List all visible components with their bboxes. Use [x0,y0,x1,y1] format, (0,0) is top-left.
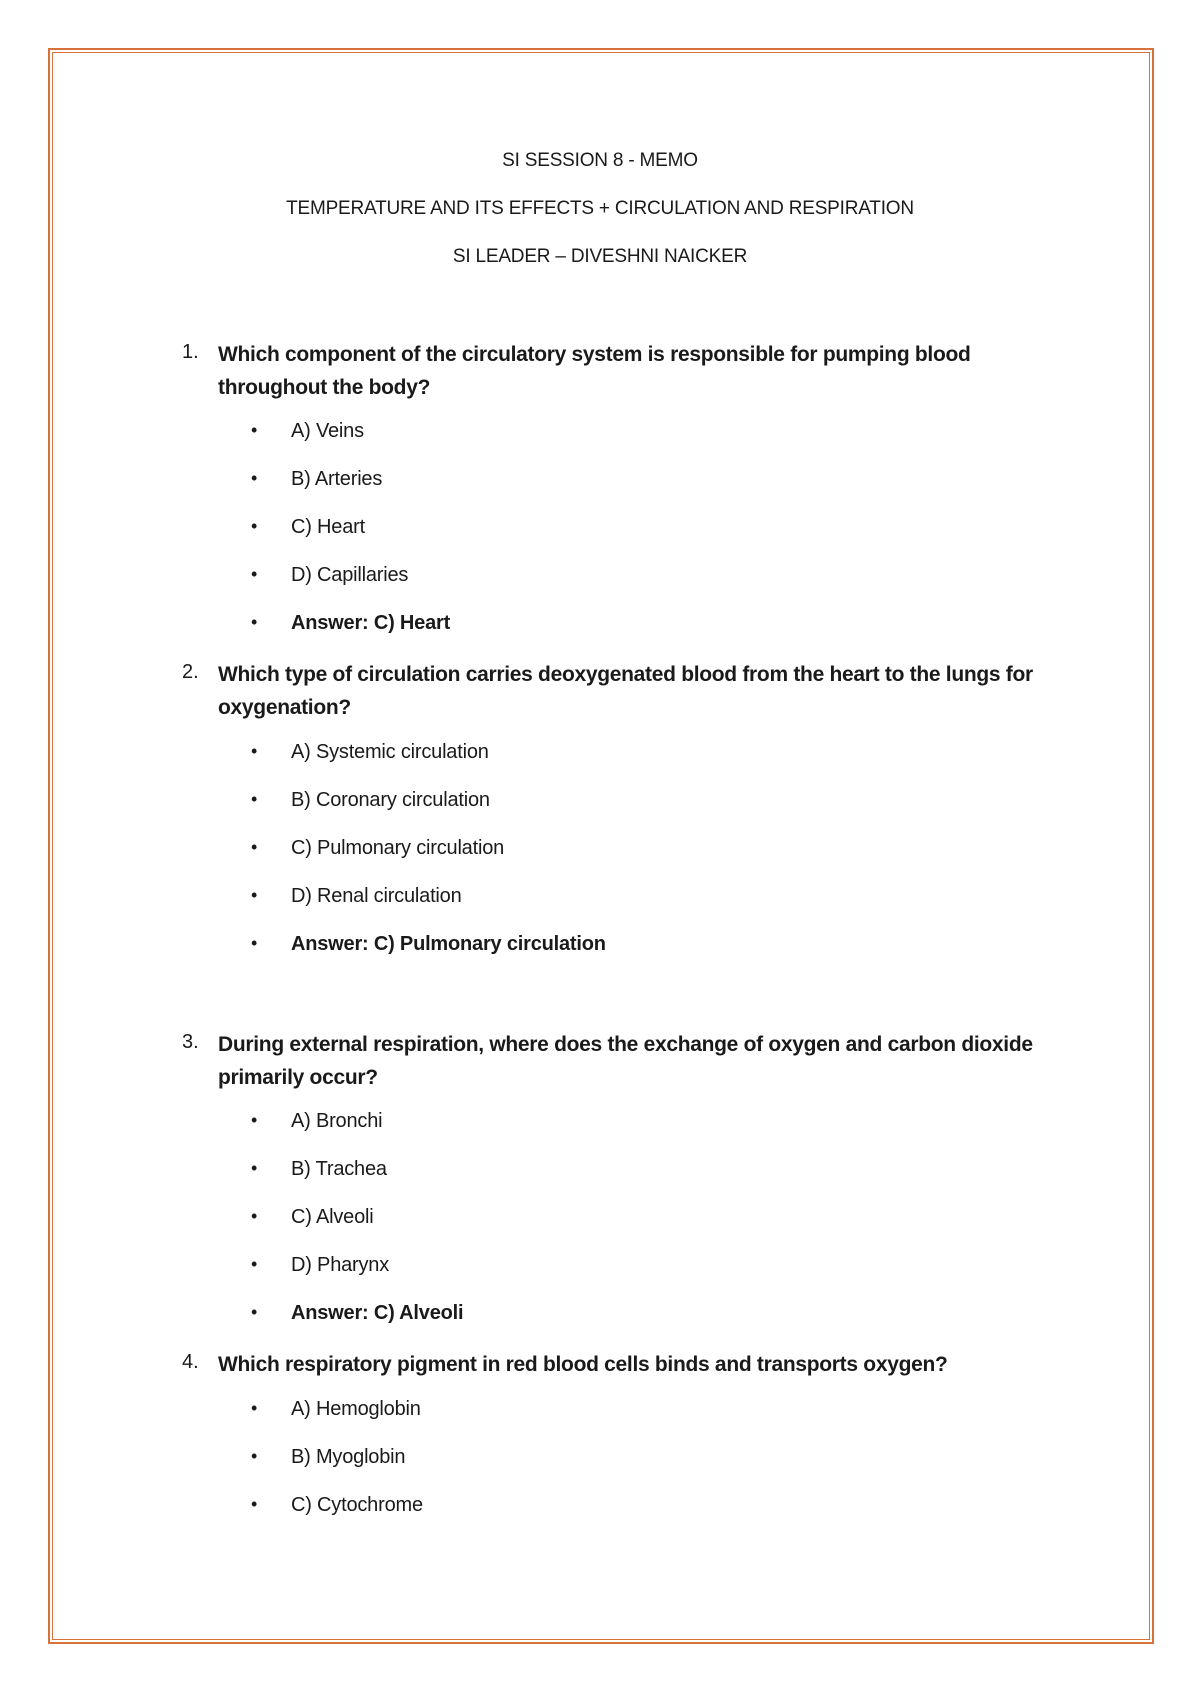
option-item [0,420,1200,450]
bullet-icon: • [251,837,258,857]
question-text: Which type of circulation carries deoxygenated blood from the heart to the lungs for oxygenation? [218,663,1033,719]
answer-item [0,1302,1200,1332]
bullet-icon: • [251,1446,258,1466]
option-item [0,516,1200,546]
option-text: C) Alveoli [291,1206,374,1228]
bullet-icon: • [251,885,258,905]
option-text: B) Arteries [291,468,383,490]
option-text: A) Hemoglobin [291,1398,421,1420]
question-text: Which respiratory pigment in red blood cells binds and transports oxygen? [218,1353,948,1376]
option-text: D) Pharynx [291,1254,390,1276]
option-item [0,789,1200,819]
document-author: SI LEADER – DIVESHNI NAICKER [452,246,748,267]
question-text: Which component of the circulatory system is responsible for pumping blood throughout the body? [218,343,971,399]
question-number: 2. [182,661,199,683]
option-item [0,564,1200,594]
option-item [0,1206,1200,1236]
option-text: B) Trachea [291,1158,387,1180]
bullet-icon: • [251,789,258,809]
bullet-icon: • [251,1158,258,1178]
option-text: C) Pulmonary circulation [291,837,505,859]
option-text: A) Systemic circulation [291,741,489,763]
question-number: 3. [182,1031,199,1053]
option-text: C) Cytochrome [291,1494,423,1516]
option-item [0,1494,1200,1524]
bullet-icon: • [251,1494,258,1514]
option-text: D) Renal circulation [291,885,462,907]
answer-item [0,612,1200,642]
option-text: A) Bronchi [291,1110,383,1132]
bullet-icon: • [251,1206,258,1226]
bullet-icon: • [251,1302,258,1322]
bullet-icon: • [251,612,258,632]
option-item [0,1446,1200,1476]
bullet-icon: • [251,564,258,584]
answer-text: Answer: C) Alveoli [291,1302,464,1324]
answer-text: Answer: C) Heart [291,612,451,634]
document-subtitle: TEMPERATURE AND ITS EFFECTS + CIRCULATION AND RESPIRATION [286,198,914,219]
bullet-icon: • [251,1254,258,1274]
option-item [0,1254,1200,1284]
option-text: A) Veins [291,420,364,442]
option-text: B) Myoglobin [291,1446,406,1468]
question-number: 1. [182,341,199,363]
bullet-icon: • [251,933,258,953]
bullet-icon: • [251,741,258,761]
bullet-icon: • [251,1110,258,1130]
option-item [0,741,1200,771]
option-text: D) Capillaries [291,564,409,586]
bullet-icon: • [251,1398,258,1418]
document-title: SI SESSION 8 - MEMO [502,150,698,171]
option-item [0,1398,1200,1428]
option-item [0,1158,1200,1188]
question-number: 4. [182,1351,199,1373]
bullet-icon: • [251,516,258,536]
option-item [0,885,1200,915]
option-item [0,837,1200,867]
option-item [0,1110,1200,1140]
bullet-icon: • [251,468,258,488]
question-text: During external respiration, where does the exchange of oxygen and carbon dioxide primarily occur? [218,1033,1033,1089]
option-text: C) Heart [291,516,365,538]
answer-text: Answer: C) Pulmonary circulation [291,933,606,955]
option-text: B) Coronary circulation [291,789,490,811]
answer-item [0,933,1200,963]
bullet-icon: • [251,420,258,440]
option-item [0,468,1200,498]
